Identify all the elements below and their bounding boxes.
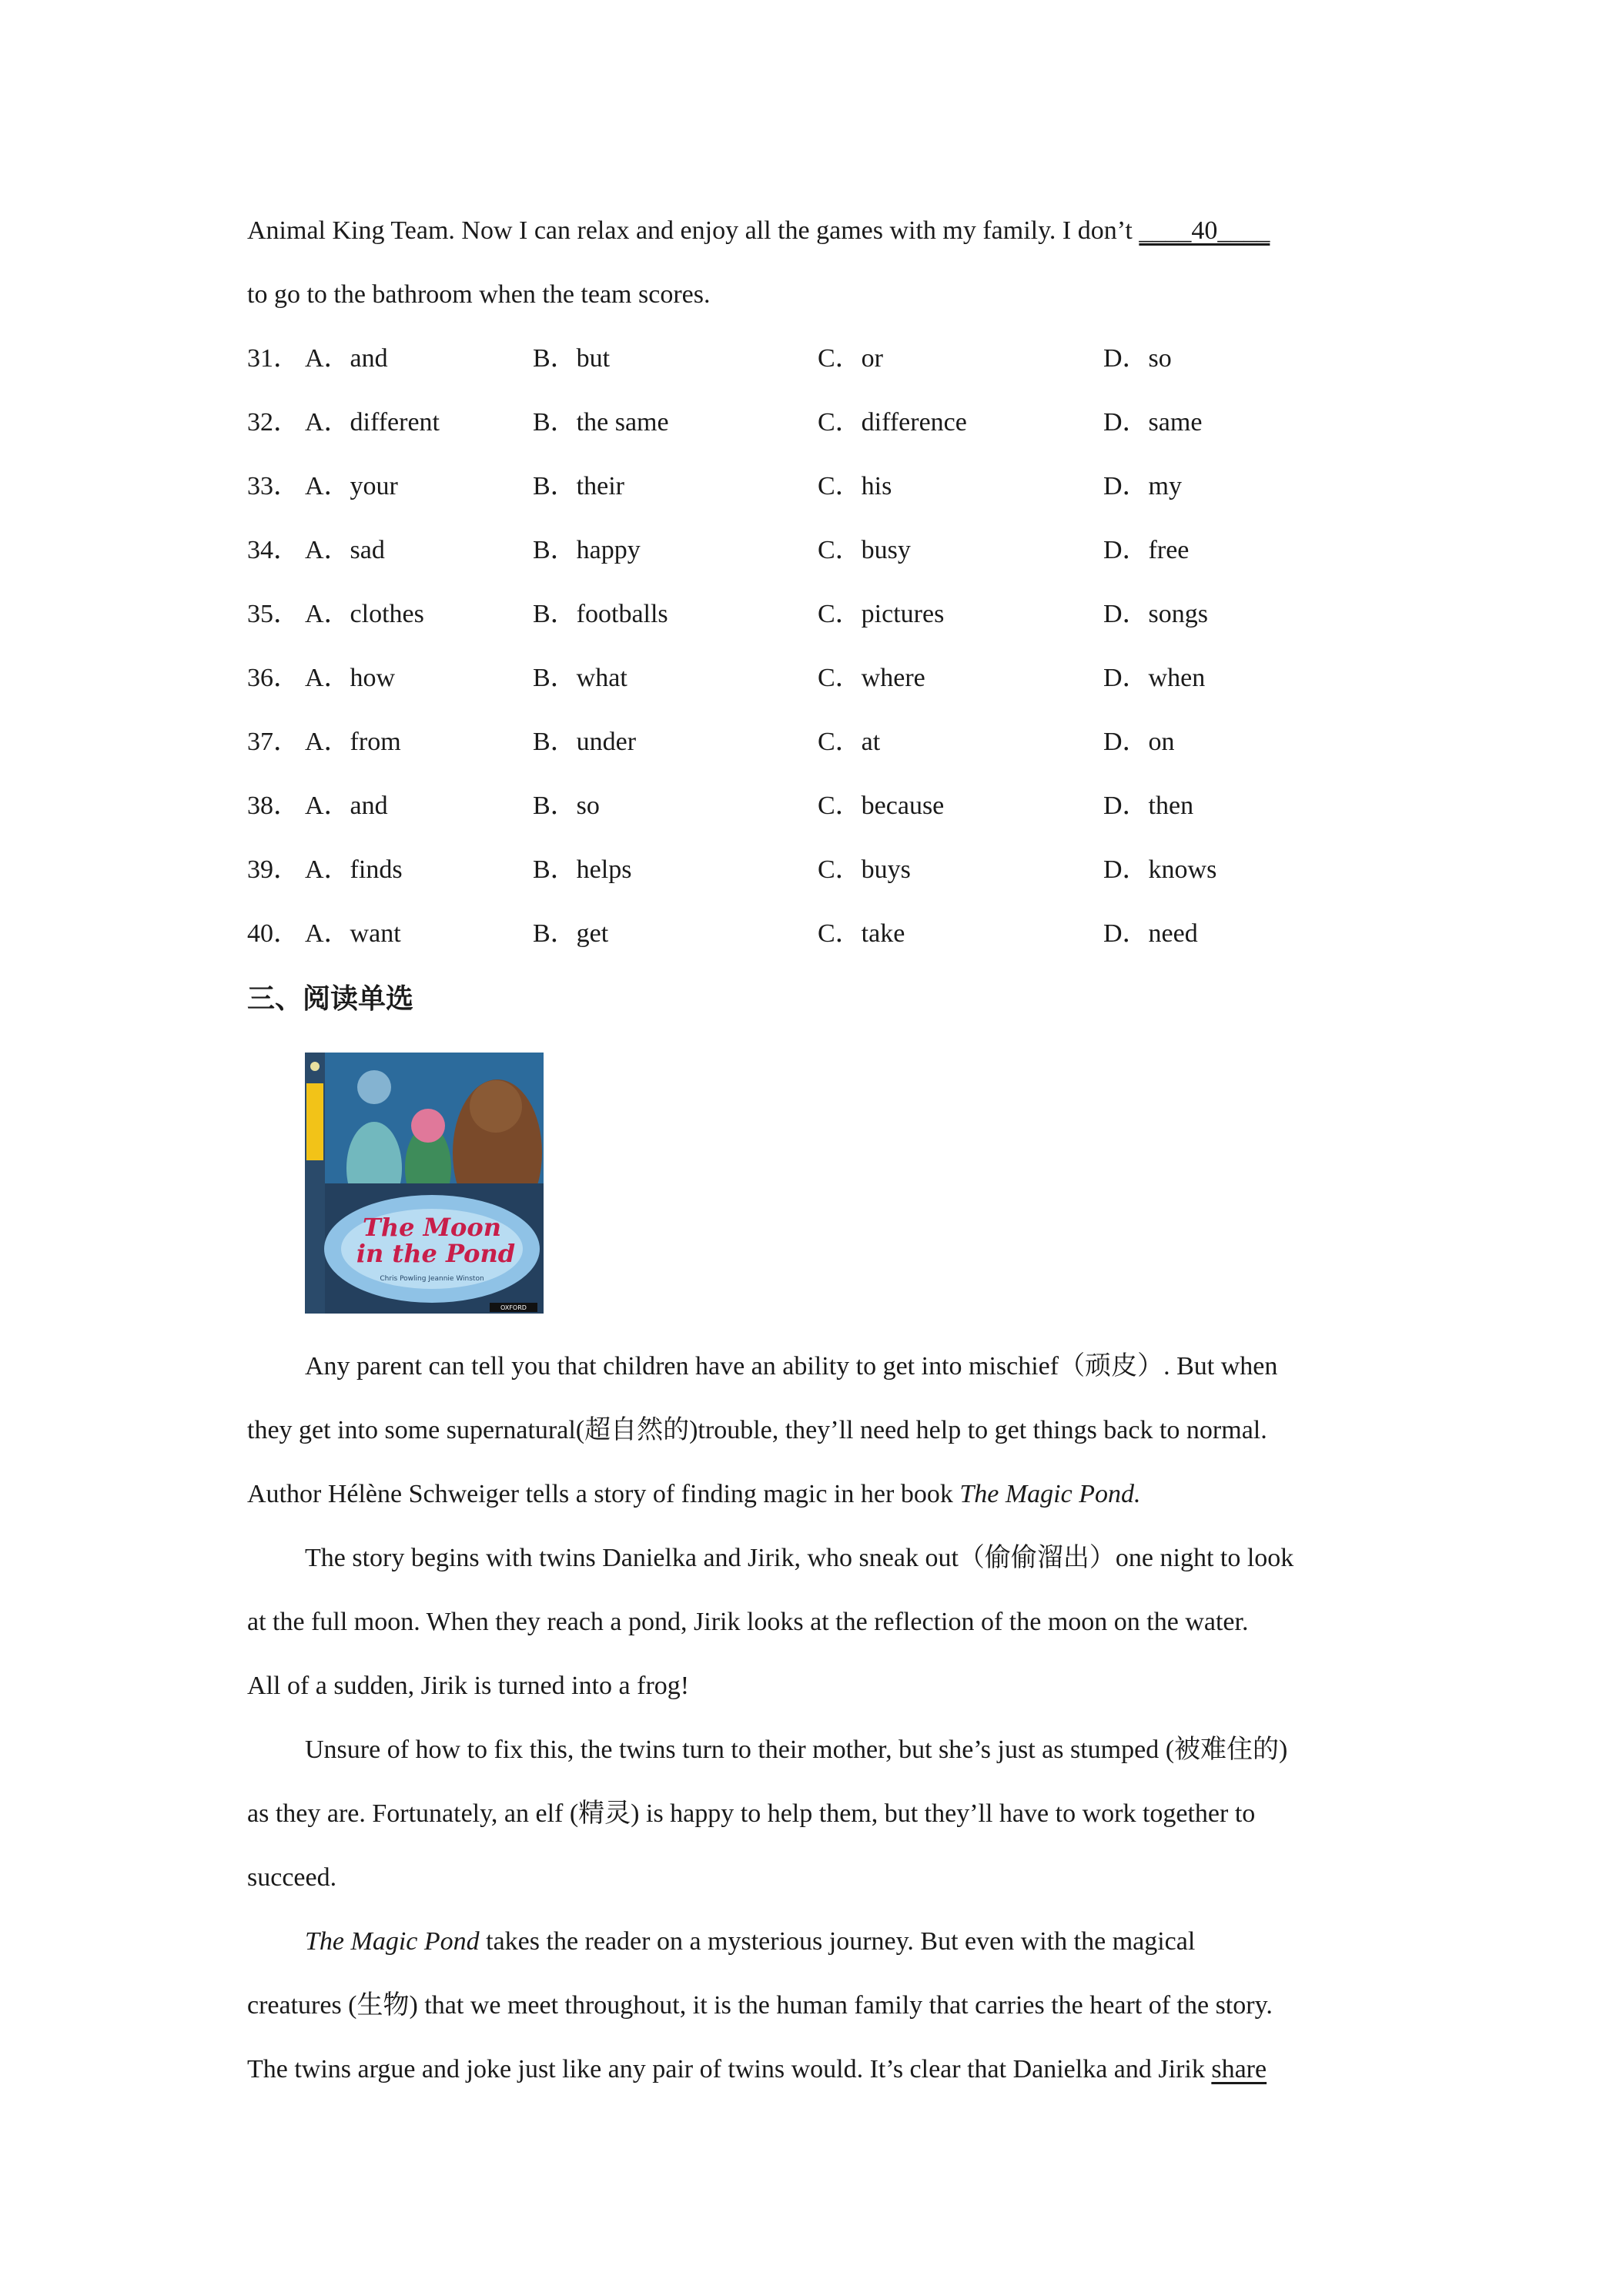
cover-title-line-1: The Moon xyxy=(363,1213,501,1242)
option-a: A．clothes xyxy=(305,600,424,628)
question-number: 35． xyxy=(247,600,300,628)
option-c: C．buys xyxy=(818,855,911,884)
option-c: C．take xyxy=(818,919,905,948)
option-d: D．my xyxy=(1103,472,1182,500)
book-cover-image xyxy=(305,1053,544,1314)
option-c: C．or xyxy=(818,344,883,373)
question-row xyxy=(247,535,1402,566)
passage-p3-line3: succeed. xyxy=(247,1863,337,1892)
option-a: A．finds xyxy=(305,855,403,884)
question-row xyxy=(247,663,1402,694)
passage-p2-line2: at the full moon. When they reach a pond, Jirik looks at the reflection of the moon on the water. xyxy=(247,1608,1249,1636)
question-number: 34． xyxy=(247,536,300,564)
book-title: The Magic Pond xyxy=(305,1927,480,1956)
passage-p2-line3: All of a sudden, Jirik is turned into a frog! xyxy=(247,1672,690,1700)
question-row xyxy=(247,727,1402,758)
question-row xyxy=(247,407,1402,438)
cover-publisher: OXFORD xyxy=(500,1304,527,1311)
option-d: D．free xyxy=(1103,536,1190,564)
option-b: B．what xyxy=(533,664,627,692)
option-d: D．same xyxy=(1103,408,1203,437)
option-c: C．his xyxy=(818,472,892,500)
option-c: C．because xyxy=(818,792,945,820)
question-row xyxy=(247,599,1402,630)
option-a: A．and xyxy=(305,344,388,373)
option-b: B．helps xyxy=(533,855,632,884)
passage-p1-line1: Any parent can tell you that children have an ability to get into mischief（顽皮）. But when xyxy=(305,1352,1278,1381)
book-title: The Magic Pond. xyxy=(959,1480,1141,1508)
option-c: C．where xyxy=(818,664,925,692)
option-d: D．on xyxy=(1103,728,1175,756)
question-row xyxy=(247,855,1402,885)
option-a: A．from xyxy=(305,728,401,756)
intro-line-1 xyxy=(247,216,1270,246)
passage-p3-line2: as they are. Fortunately, an elf (精灵) is happy to help them, but they’ll have to work together to xyxy=(247,1799,1256,1828)
option-d: D．songs xyxy=(1103,600,1209,628)
blank-40: ____40____ xyxy=(1139,216,1270,245)
question-number: 37． xyxy=(247,728,300,756)
option-b: B．get xyxy=(533,919,609,948)
passage-p2-line1: The story begins with twins Danielka and Jirik, who sneak out（偷偷溜出）one night to look xyxy=(305,1544,1294,1572)
question-number: 38． xyxy=(247,792,300,820)
question-row xyxy=(247,343,1402,374)
question-number: 39． xyxy=(247,855,300,884)
question-row xyxy=(247,919,1402,949)
option-a: A．sad xyxy=(305,536,385,564)
option-b: B．the same xyxy=(533,408,669,437)
passage-p1-line3: Author Hélène Schweiger tells a story of finding magic in her book The Magic Pond. xyxy=(247,1480,1141,1508)
option-b: B．their xyxy=(533,472,624,500)
question-row xyxy=(247,471,1402,502)
question-number: 32． xyxy=(247,408,300,437)
intro-line-2: to go to the bathroom when the team scores. xyxy=(247,280,711,309)
option-c: C．busy xyxy=(818,536,911,564)
option-a: A．different xyxy=(305,408,440,437)
option-b: B．under xyxy=(533,728,637,756)
passage-p3-line1: Unsure of how to fix this, the twins turn to their mother, but she’s just as stumped (被难住的) xyxy=(305,1735,1288,1764)
question-number: 33． xyxy=(247,472,300,500)
cover-title-line-2: in the Pond xyxy=(356,1239,516,1268)
option-d: D．then xyxy=(1103,792,1194,820)
option-b: B．but xyxy=(533,344,611,373)
question-number: 31． xyxy=(247,344,300,373)
question-number: 40． xyxy=(247,919,300,948)
option-a: A．how xyxy=(305,664,396,692)
option-c: C．difference xyxy=(818,408,967,437)
cover-authors: Chris Powling Jeannie Winston xyxy=(380,1275,484,1283)
passage-p4-line1: The Magic Pond takes the reader on a mysterious journey. But even with the magical xyxy=(305,1927,1196,1956)
option-d: D．so xyxy=(1103,344,1172,373)
option-a: A．and xyxy=(305,792,388,820)
option-b: B．footballs xyxy=(533,600,668,628)
section-title: 三、阅读单选 xyxy=(247,983,414,1015)
passage-p1-line2: they get into some supernatural(超自然的)trouble, they’ll need help to get things back to normal. xyxy=(247,1416,1267,1444)
option-b: B．happy xyxy=(533,536,641,564)
option-c: C．at xyxy=(818,728,881,756)
question-row xyxy=(247,791,1402,822)
cover-spine-stripe xyxy=(306,1083,323,1160)
option-d: D．when xyxy=(1103,664,1206,692)
intro-text: Animal King Team. Now I can relax and enjoy all the games with my family. I don’t xyxy=(247,216,1139,245)
option-a: A．your xyxy=(305,472,398,500)
passage-p4-line2: creatures (生物) that we meet throughout, it is the human family that carries the heart of the story. xyxy=(247,1991,1273,2020)
option-a: A．want xyxy=(305,919,401,948)
question-number: 36． xyxy=(247,664,300,692)
option-d: D．need xyxy=(1103,919,1198,948)
option-c: C．pictures xyxy=(818,600,945,628)
option-d: D．knows xyxy=(1103,855,1217,884)
passage-p4-line3: The twins argue and joke just like any pair of twins would. It’s clear that Danielka and Jirik share xyxy=(247,2055,1267,2083)
underlined-phrase: share xyxy=(1211,2055,1267,2083)
option-b: B．so xyxy=(533,792,600,820)
